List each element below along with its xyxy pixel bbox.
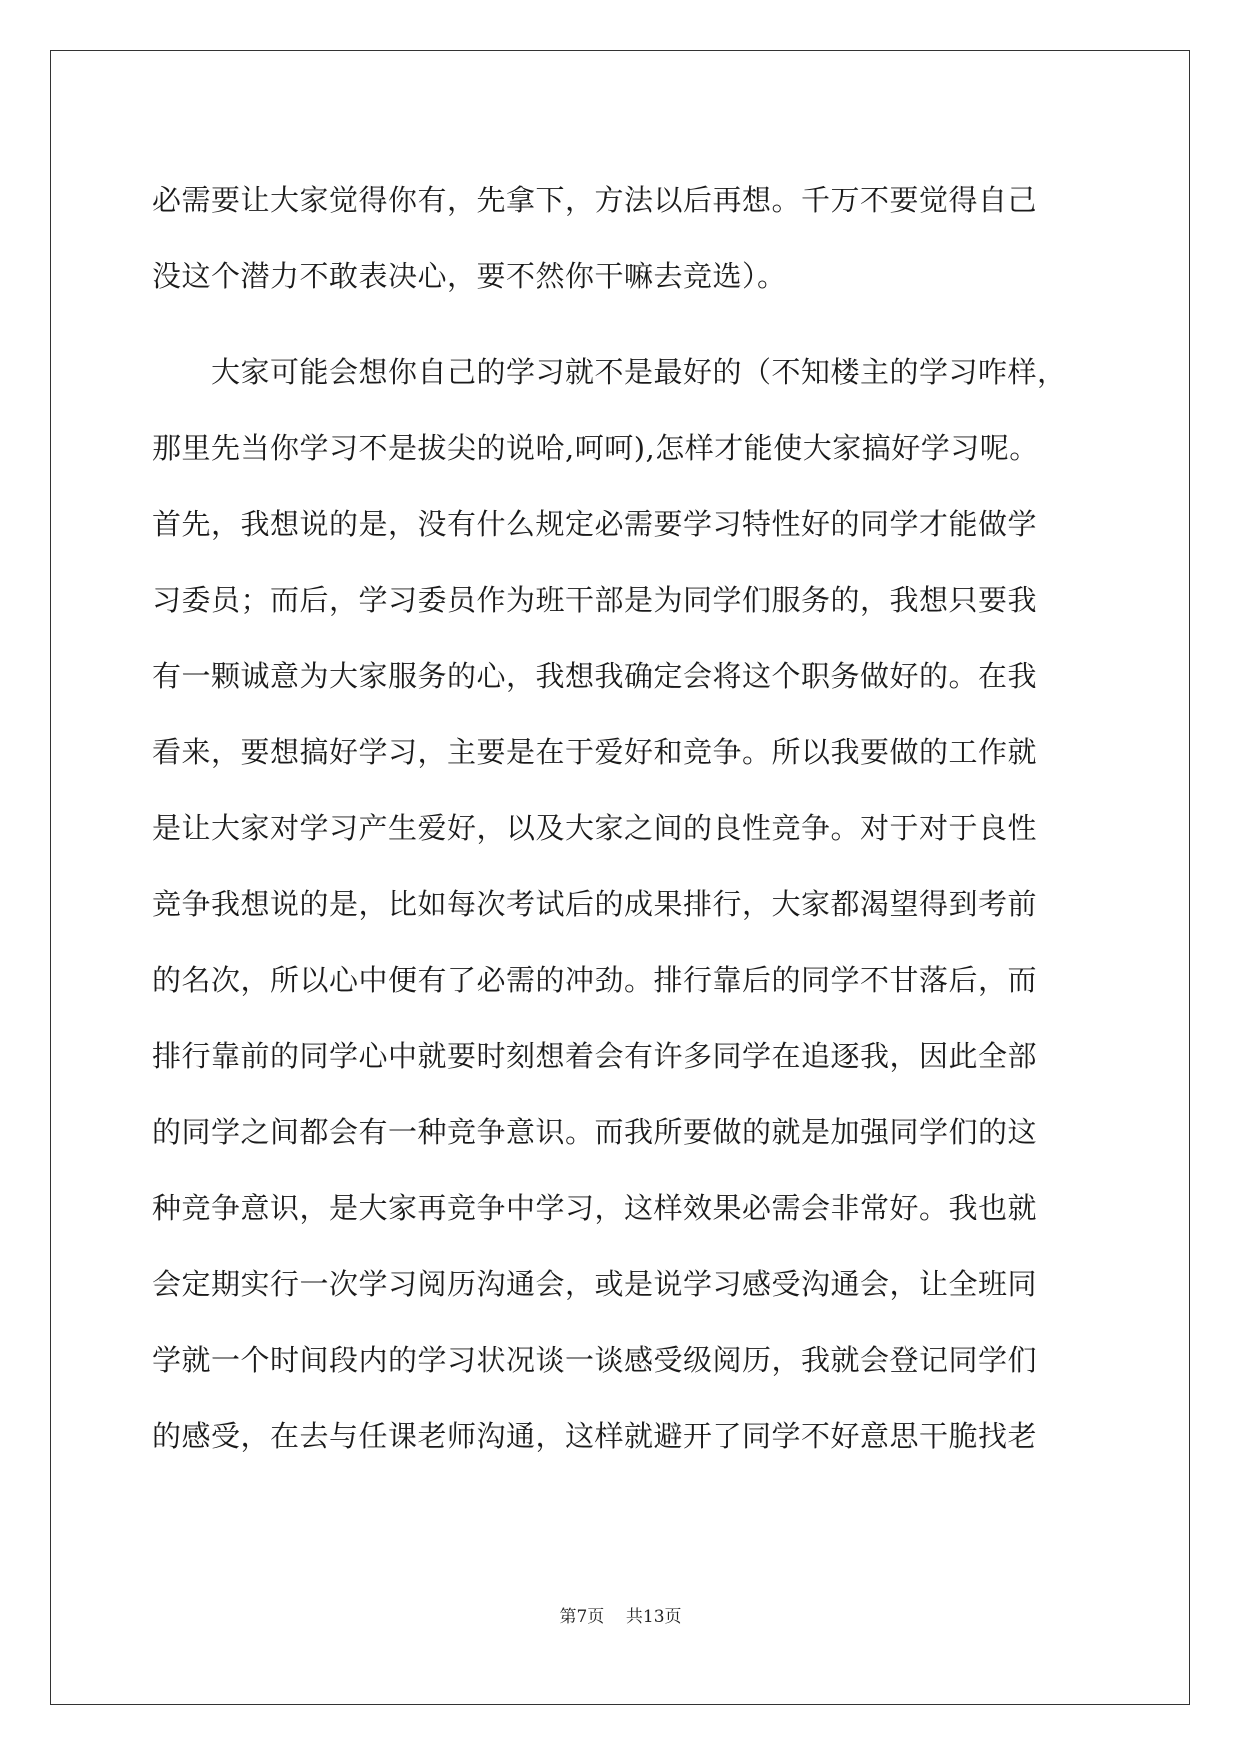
text-line: 竞争我想说的是，比如每次考试后的成果排行，大家都渴望得到考前 xyxy=(152,887,1038,921)
text-line: 种竞争意识，是大家再竞争中学习，这样效果必需会非常好。我也就 xyxy=(152,1191,1038,1225)
text-line: 有一颗诚意为大家服务的心，我想我确定会将这个职务做好的。在我 xyxy=(152,659,1038,693)
footer-spacer xyxy=(604,1607,626,1627)
text-line: 排行靠前的同学心中就要时刻想着会有许多同学在追逐我，因此全部 xyxy=(152,1039,1038,1073)
text-line: 学就一个时间段内的学习状况谈一谈感受级阅历，我就会登记同学们 xyxy=(152,1343,1038,1377)
page-total: 共13页 xyxy=(625,1607,682,1627)
text-line: 大家可能会想你自己的学习就不是最好的（不知楼主的学习咋样， xyxy=(152,355,1067,389)
page-footer xyxy=(0,1602,1241,1627)
text-line: 会定期实行一次学习阅历沟通会，或是说学习感受沟通会，让全班同 xyxy=(152,1267,1038,1301)
paragraph-gap xyxy=(152,314,1092,334)
text-line: 没这个潜力不敢表决心，要不然你干嘛去竞选）。 xyxy=(152,259,787,293)
paragraph-1 xyxy=(152,162,1092,314)
text-line: 的感受，在去与任课老师沟通，这样就避开了同学不好意思干脆找老 xyxy=(152,1419,1038,1453)
paragraph-2 xyxy=(152,334,1092,1474)
document-body xyxy=(152,162,1092,1474)
text-line: 是让大家对学习产生爱好，以及大家之间的良性竞争。对于对于良性 xyxy=(152,811,1038,845)
text-line: 必需要让大家觉得你有，先拿下，方法以后再想。千万不要觉得自己 xyxy=(152,183,1038,217)
text-line: 首先，我想说的是，没有什么规定必需要学习特性好的同学才能做学 xyxy=(152,507,1038,541)
page-number: 第7页 xyxy=(559,1607,605,1627)
text-line: 那里先当你学习不是拔尖的说哈,呵呵),怎样才能使大家搞好学习呢。 xyxy=(152,431,1039,465)
text-line: 的名次，所以心中便有了必需的冲劲。排行靠后的同学不甘落后，而 xyxy=(152,963,1038,997)
text-line: 看来，要想搞好学习，主要是在于爱好和竞争。所以我要做的工作就 xyxy=(152,735,1038,769)
text-line: 的同学之间都会有一种竞争意识。而我所要做的就是加强同学们的这 xyxy=(152,1115,1038,1149)
text-line: 习委员；而后，学习委员作为班干部是为同学们服务的，我想只要我 xyxy=(152,583,1038,617)
